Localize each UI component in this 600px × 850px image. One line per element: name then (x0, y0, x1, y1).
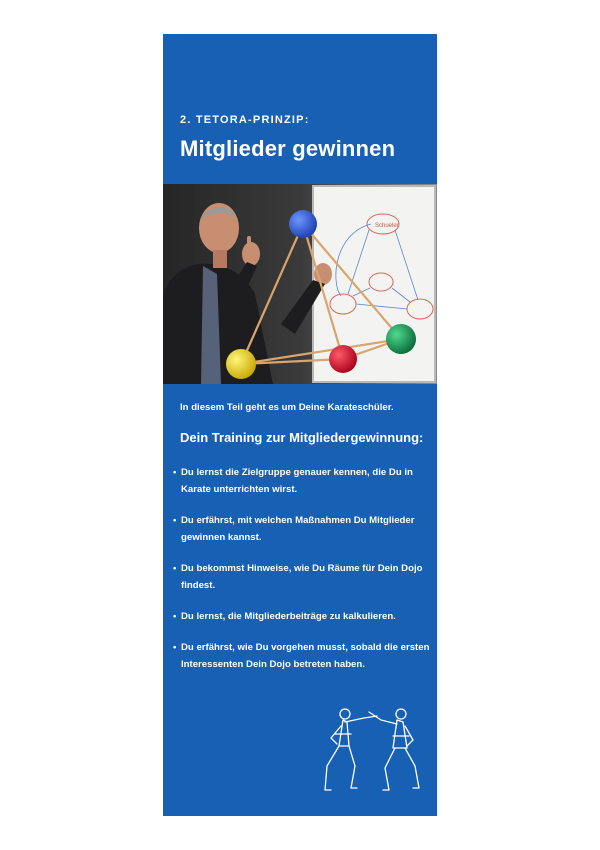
bullet-line: findest. (181, 580, 216, 591)
list-item (173, 464, 431, 498)
blue-ball (289, 210, 317, 238)
subheading: Dein Training zur Mitgliedergewinnung: (180, 430, 424, 445)
flyer-panel (163, 34, 437, 816)
bullet-line: Du lernst die Zielgruppe genauer kennen, die Du in (181, 467, 413, 478)
red-ball (329, 345, 357, 373)
intro-text: In diesem Teil geht es um Deine Karateschüler. (180, 402, 394, 413)
green-ball (386, 324, 416, 354)
bullet-icon: • (173, 467, 177, 478)
bullet-icon: • (173, 563, 177, 574)
bullet-icon: • (173, 642, 177, 653)
list-item (173, 512, 431, 546)
bullet-line: Interessenten Dein Dojo betreten haben. (181, 659, 365, 670)
page-title: Mitglieder gewinnen (180, 136, 396, 161)
bullet-line: Du bekommst Hinweise, wie Du Räume für Dein Dojo (181, 563, 423, 574)
list-item (173, 560, 431, 594)
trainer-photo (163, 184, 437, 384)
yellow-ball (226, 349, 256, 379)
list-item (173, 639, 431, 673)
section-eyebrow: 2. TETORA-PRINZIP: (180, 114, 310, 126)
bullet-line: Du erfährst, wie Du vorgehen musst, sobald die ersten (181, 642, 430, 653)
karate-fighters-icon (319, 700, 425, 800)
bullet-icon: • (173, 515, 177, 526)
bullet-icon: • (173, 611, 177, 622)
bullet-line: gewinnen kannst. (181, 532, 262, 543)
bullet-line: Du erfährst, mit welchen Maßnahmen Du Mitglieder (181, 515, 415, 526)
whiteboard-text: Schueler (375, 223, 399, 229)
bullet-line: Karate unterrichten wirst. (181, 484, 298, 495)
bullet-list (173, 464, 431, 673)
bullet-line: Du lernst, die Mitgliederbeiträge zu kalkulieren. (181, 611, 396, 622)
list-item (173, 608, 431, 625)
